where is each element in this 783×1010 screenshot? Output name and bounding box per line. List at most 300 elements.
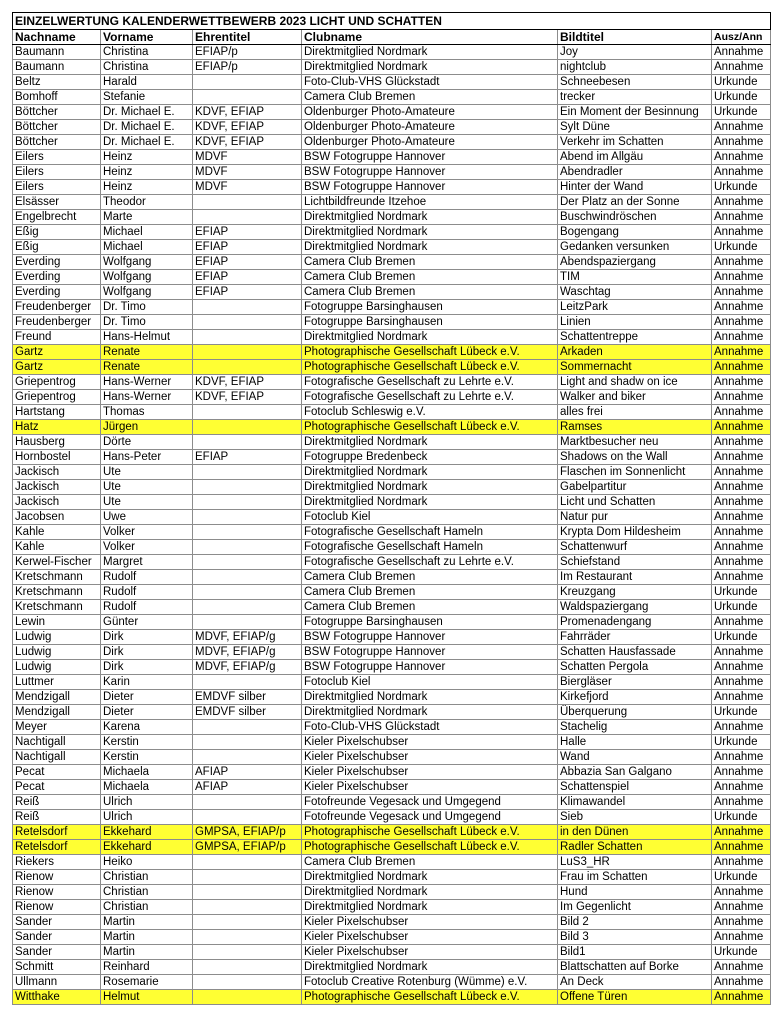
table-row [13, 180, 771, 195]
table-row [13, 900, 771, 915]
cell-vorname: Christina [101, 45, 193, 60]
cell-bildtitel: Ramses [558, 420, 712, 435]
cell-ausz-ann: Annahme [712, 120, 771, 135]
cell-bildtitel: Sylt Düne [558, 120, 712, 135]
cell-ehrentitel [193, 585, 302, 600]
cell-bildtitel: Abendspaziergang [558, 255, 712, 270]
table-row [13, 240, 771, 255]
cell-ausz-ann: Annahme [712, 60, 771, 75]
cell-clubname: Camera Club Bremen [302, 285, 558, 300]
cell-bildtitel: Kirkefjord [558, 690, 712, 705]
cell-ausz-ann: Annahme [712, 195, 771, 210]
cell-ausz-ann: Annahme [712, 135, 771, 150]
cell-ehrentitel [193, 420, 302, 435]
cell-ehrentitel [193, 945, 302, 960]
cell-clubname: Direktmitglied Nordmark [302, 705, 558, 720]
cell-bildtitel: TIM [558, 270, 712, 285]
cell-ausz-ann: Annahme [712, 315, 771, 330]
cell-nachname: Böttcher [13, 120, 101, 135]
cell-vorname: Christina [101, 60, 193, 75]
cell-bildtitel: Walker and biker [558, 390, 712, 405]
cell-vorname: Wolfgang [101, 270, 193, 285]
cell-bildtitel: Fahrräder [558, 630, 712, 645]
cell-ausz-ann: Annahme [712, 270, 771, 285]
cell-bildtitel: Biergläser [558, 675, 712, 690]
cell-clubname: Fotografische Gesellschaft zu Lehrte e.V. [302, 390, 558, 405]
cell-ehrentitel [193, 615, 302, 630]
cell-vorname: Rudolf [101, 600, 193, 615]
cell-vorname: Heinz [101, 165, 193, 180]
cell-nachname: Kahle [13, 540, 101, 555]
cell-ausz-ann: Annahme [712, 345, 771, 360]
cell-clubname: Fotofreunde Vegesack und Umgegend [302, 795, 558, 810]
table-row [13, 570, 771, 585]
cell-ausz-ann: Urkunde [712, 585, 771, 600]
cell-ehrentitel [193, 570, 302, 585]
cell-ausz-ann: Urkunde [712, 705, 771, 720]
cell-ehrentitel: EMDVF silber [193, 690, 302, 705]
cell-nachname: Freudenberger [13, 315, 101, 330]
cell-nachname: Retelsdorf [13, 840, 101, 855]
cell-clubname: Fotografische Gesellschaft zu Lehrte e.V. [302, 375, 558, 390]
cell-clubname: Camera Club Bremen [302, 855, 558, 870]
cell-clubname: Direktmitglied Nordmark [302, 870, 558, 885]
cell-vorname: Günter [101, 615, 193, 630]
table-row [13, 585, 771, 600]
cell-ausz-ann: Annahme [712, 285, 771, 300]
cell-bildtitel: Bild 2 [558, 915, 712, 930]
cell-vorname: Dr. Michael E. [101, 135, 193, 150]
cell-clubname: Camera Club Bremen [302, 585, 558, 600]
table-row [13, 990, 771, 1005]
cell-ehrentitel [193, 195, 302, 210]
cell-ehrentitel: GMPSA, EFIAP/p [193, 840, 302, 855]
cell-bildtitel: Abbazia San Galgano [558, 765, 712, 780]
cell-ausz-ann: Annahme [712, 45, 771, 60]
cell-clubname: Direktmitglied Nordmark [302, 480, 558, 495]
cell-ausz-ann: Annahme [712, 375, 771, 390]
cell-clubname: BSW Fotogruppe Hannover [302, 645, 558, 660]
cell-ausz-ann: Urkunde [712, 240, 771, 255]
cell-clubname: Foto-Club-VHS Glückstadt [302, 720, 558, 735]
column-header-ehrentitel: Ehrentitel [193, 30, 302, 45]
cell-ausz-ann: Urkunde [712, 75, 771, 90]
cell-ehrentitel [193, 975, 302, 990]
cell-nachname: Eilers [13, 165, 101, 180]
cell-ehrentitel [193, 315, 302, 330]
cell-vorname: Margret [101, 555, 193, 570]
cell-ehrentitel: MDVF, EFIAP/g [193, 630, 302, 645]
table-row [13, 165, 771, 180]
table-row [13, 330, 771, 345]
table-row [13, 870, 771, 885]
cell-vorname: Theodor [101, 195, 193, 210]
cell-clubname: Camera Club Bremen [302, 270, 558, 285]
cell-bildtitel: Hinter der Wand [558, 180, 712, 195]
table-row [13, 375, 771, 390]
cell-ehrentitel [193, 870, 302, 885]
cell-ausz-ann: Annahme [712, 765, 771, 780]
cell-nachname: Eilers [13, 180, 101, 195]
cell-ehrentitel [193, 990, 302, 1005]
table-row [13, 195, 771, 210]
table-row [13, 525, 771, 540]
cell-bildtitel: Schatten Hausfassade [558, 645, 712, 660]
table-row [13, 675, 771, 690]
cell-ausz-ann: Annahme [712, 480, 771, 495]
cell-bildtitel: Frau im Schatten [558, 870, 712, 885]
cell-clubname: Oldenburger Photo-Amateure [302, 105, 558, 120]
cell-vorname: Martin [101, 945, 193, 960]
cell-ehrentitel: MDVF, EFIAP/g [193, 660, 302, 675]
cell-clubname: Oldenburger Photo-Amateure [302, 120, 558, 135]
table-row [13, 855, 771, 870]
cell-nachname: Baumann [13, 60, 101, 75]
table-row [13, 750, 771, 765]
cell-clubname: BSW Fotogruppe Hannover [302, 660, 558, 675]
table-row [13, 960, 771, 975]
table-row [13, 615, 771, 630]
cell-ehrentitel [193, 720, 302, 735]
cell-ehrentitel [193, 345, 302, 360]
cell-nachname: Baumann [13, 45, 101, 60]
cell-vorname: Ekkehard [101, 840, 193, 855]
cell-bildtitel: Schattenwurf [558, 540, 712, 555]
cell-bildtitel: An Deck [558, 975, 712, 990]
cell-vorname: Heinz [101, 180, 193, 195]
cell-ehrentitel [193, 885, 302, 900]
table-row [13, 435, 771, 450]
cell-bildtitel: Licht und Schatten [558, 495, 712, 510]
cell-ausz-ann: Annahme [712, 795, 771, 810]
cell-bildtitel: Stachelig [558, 720, 712, 735]
cell-ausz-ann: Annahme [712, 255, 771, 270]
cell-nachname: Jackisch [13, 465, 101, 480]
cell-bildtitel: Ein Moment der Besinnung [558, 105, 712, 120]
cell-nachname: Riekers [13, 855, 101, 870]
cell-vorname: Dieter [101, 690, 193, 705]
cell-nachname: Sander [13, 945, 101, 960]
cell-bildtitel: Halle [558, 735, 712, 750]
cell-clubname: BSW Fotogruppe Hannover [302, 150, 558, 165]
cell-bildtitel: Promenadengang [558, 615, 712, 630]
cell-ehrentitel [193, 900, 302, 915]
cell-nachname: Sander [13, 915, 101, 930]
cell-ehrentitel [193, 360, 302, 375]
table-row [13, 735, 771, 750]
cell-nachname: Böttcher [13, 135, 101, 150]
table-row [13, 45, 771, 60]
cell-clubname: Fotoclub Kiel [302, 510, 558, 525]
cell-nachname: Nachtigall [13, 750, 101, 765]
cell-nachname: Reiß [13, 795, 101, 810]
cell-nachname: Bomhoff [13, 90, 101, 105]
cell-ehrentitel: KDVF, EFIAP [193, 120, 302, 135]
cell-vorname: Ekkehard [101, 825, 193, 840]
cell-clubname: Fotogruppe Bredenbeck [302, 450, 558, 465]
cell-bildtitel: Light and shadw on ice [558, 375, 712, 390]
table-row [13, 795, 771, 810]
cell-ehrentitel [193, 795, 302, 810]
cell-ehrentitel [193, 735, 302, 750]
table-row [13, 345, 771, 360]
table-row [13, 75, 771, 90]
cell-ehrentitel: KDVF, EFIAP [193, 390, 302, 405]
cell-clubname: Fotogruppe Barsinghausen [302, 300, 558, 315]
table-row [13, 210, 771, 225]
cell-nachname: Elsässer [13, 195, 101, 210]
cell-bildtitel: Abendradler [558, 165, 712, 180]
cell-bildtitel: Überquerung [558, 705, 712, 720]
cell-clubname: BSW Fotogruppe Hannover [302, 165, 558, 180]
cell-vorname: Dirk [101, 660, 193, 675]
cell-clubname: Photographische Gesellschaft Lübeck e.V. [302, 360, 558, 375]
cell-nachname: Mendzigall [13, 690, 101, 705]
column-header-ausz-ann: Ausz/Ann [712, 30, 771, 45]
cell-ausz-ann: Annahme [712, 840, 771, 855]
cell-vorname: Ulrich [101, 810, 193, 825]
cell-nachname: Luttmer [13, 675, 101, 690]
cell-bildtitel: Im Gegenlicht [558, 900, 712, 915]
cell-vorname: Ute [101, 480, 193, 495]
cell-clubname: Direktmitglied Nordmark [302, 885, 558, 900]
cell-clubname: Kieler Pixelschubser [302, 945, 558, 960]
cell-vorname: Dirk [101, 630, 193, 645]
table-row [13, 840, 771, 855]
cell-bildtitel: Im Restaurant [558, 570, 712, 585]
cell-bildtitel: Offene Türen [558, 990, 712, 1005]
cell-vorname: Kerstin [101, 750, 193, 765]
cell-ehrentitel: EFIAP [193, 270, 302, 285]
cell-ehrentitel: EFIAP [193, 255, 302, 270]
cell-ausz-ann: Urkunde [712, 90, 771, 105]
cell-ehrentitel [193, 435, 302, 450]
cell-clubname: Kieler Pixelschubser [302, 750, 558, 765]
cell-ausz-ann: Urkunde [712, 870, 771, 885]
cell-ehrentitel: AFIAP [193, 780, 302, 795]
cell-bildtitel: Sieb [558, 810, 712, 825]
cell-nachname: Kretschmann [13, 600, 101, 615]
cell-ehrentitel [193, 330, 302, 345]
cell-clubname: Kieler Pixelschubser [302, 930, 558, 945]
cell-bildtitel: Radler Schatten [558, 840, 712, 855]
cell-clubname: Photographische Gesellschaft Lübeck e.V. [302, 840, 558, 855]
cell-ausz-ann: Annahme [712, 675, 771, 690]
cell-vorname: Heinz [101, 150, 193, 165]
cell-clubname: Direktmitglied Nordmark [302, 690, 558, 705]
cell-ehrentitel [193, 750, 302, 765]
cell-ausz-ann: Annahme [712, 660, 771, 675]
cell-nachname: Rienow [13, 900, 101, 915]
table-row [13, 765, 771, 780]
cell-clubname: Direktmitglied Nordmark [302, 240, 558, 255]
cell-clubname: Fotoclub Kiel [302, 675, 558, 690]
cell-ehrentitel [193, 600, 302, 615]
cell-vorname: Renate [101, 360, 193, 375]
table-row [13, 945, 771, 960]
cell-ehrentitel [193, 480, 302, 495]
cell-bildtitel: Blattschatten auf Borke [558, 960, 712, 975]
cell-vorname: Christian [101, 900, 193, 915]
cell-clubname: Direktmitglied Nordmark [302, 495, 558, 510]
cell-nachname: Böttcher [13, 105, 101, 120]
cell-ehrentitel: MDVF, EFIAP/g [193, 645, 302, 660]
cell-ehrentitel: EFIAP [193, 285, 302, 300]
cell-nachname: Eilers [13, 150, 101, 165]
cell-ehrentitel [193, 540, 302, 555]
cell-nachname: Hornbostel [13, 450, 101, 465]
cell-nachname: Ullmann [13, 975, 101, 990]
table-row [13, 810, 771, 825]
cell-ausz-ann: Urkunde [712, 945, 771, 960]
cell-vorname: Rosemarie [101, 975, 193, 990]
table-row [13, 285, 771, 300]
cell-ehrentitel [193, 555, 302, 570]
cell-ehrentitel: MDVF [193, 165, 302, 180]
cell-nachname: Ludwig [13, 645, 101, 660]
cell-clubname: Direktmitglied Nordmark [302, 45, 558, 60]
cell-bildtitel: Kreuzgang [558, 585, 712, 600]
cell-nachname: Pecat [13, 765, 101, 780]
cell-bildtitel: Flaschen im Sonnenlicht [558, 465, 712, 480]
cell-ausz-ann: Annahme [712, 615, 771, 630]
table-row [13, 780, 771, 795]
column-header-row [13, 30, 771, 45]
cell-ehrentitel [193, 405, 302, 420]
cell-ausz-ann: Annahme [712, 540, 771, 555]
cell-ehrentitel [193, 810, 302, 825]
cell-clubname: Photographische Gesellschaft Lübeck e.V. [302, 825, 558, 840]
cell-ehrentitel: MDVF [193, 150, 302, 165]
cell-bildtitel: Schatten Pergola [558, 660, 712, 675]
cell-clubname: Camera Club Bremen [302, 570, 558, 585]
cell-ausz-ann: Annahme [712, 150, 771, 165]
column-header-clubname: Clubname [302, 30, 558, 45]
cell-nachname: Griepentrog [13, 390, 101, 405]
cell-ausz-ann: Annahme [712, 825, 771, 840]
cell-vorname: Dieter [101, 705, 193, 720]
cell-vorname: Ute [101, 495, 193, 510]
table-body [13, 45, 771, 1005]
cell-ausz-ann: Annahme [712, 990, 771, 1005]
cell-vorname: Kerstin [101, 735, 193, 750]
cell-ausz-ann: Annahme [712, 780, 771, 795]
cell-vorname: Uwe [101, 510, 193, 525]
cell-clubname: Direktmitglied Nordmark [302, 900, 558, 915]
cell-ausz-ann: Annahme [712, 555, 771, 570]
cell-clubname: Fotogruppe Barsinghausen [302, 615, 558, 630]
cell-ausz-ann: Urkunde [712, 600, 771, 615]
cell-nachname: Kretschmann [13, 570, 101, 585]
cell-ausz-ann: Annahme [712, 225, 771, 240]
cell-ehrentitel: KDVF, EFIAP [193, 135, 302, 150]
cell-ehrentitel: EFIAP/p [193, 60, 302, 75]
table-row [13, 420, 771, 435]
cell-bildtitel: Shadows on the Wall [558, 450, 712, 465]
cell-vorname: Karin [101, 675, 193, 690]
cell-vorname: Ulrich [101, 795, 193, 810]
cell-bildtitel: Klimawandel [558, 795, 712, 810]
cell-ausz-ann: Urkunde [712, 810, 771, 825]
table-row [13, 630, 771, 645]
cell-vorname: Martin [101, 915, 193, 930]
cell-vorname: Karena [101, 720, 193, 735]
cell-clubname: Direktmitglied Nordmark [302, 225, 558, 240]
cell-nachname: Everding [13, 255, 101, 270]
cell-ehrentitel [193, 510, 302, 525]
cell-ehrentitel [193, 525, 302, 540]
cell-clubname: Photographische Gesellschaft Lübeck e.V. [302, 990, 558, 1005]
cell-clubname: Camera Club Bremen [302, 90, 558, 105]
cell-ausz-ann: Urkunde [712, 105, 771, 120]
cell-clubname: BSW Fotogruppe Hannover [302, 630, 558, 645]
table-row [13, 975, 771, 990]
table-row [13, 495, 771, 510]
cell-clubname: Oldenburger Photo-Amateure [302, 135, 558, 150]
cell-ehrentitel [193, 465, 302, 480]
cell-ausz-ann: Annahme [712, 900, 771, 915]
cell-nachname: Gartz [13, 360, 101, 375]
table-row [13, 90, 771, 105]
cell-ausz-ann: Annahme [712, 975, 771, 990]
table-row [13, 225, 771, 240]
sheet-title: EINZELWERTUNG KALENDERWETTBEWERB 2023 LICHT UND SCHATTEN [13, 13, 771, 30]
cell-clubname: Kieler Pixelschubser [302, 915, 558, 930]
cell-ausz-ann: Annahme [712, 495, 771, 510]
cell-nachname: Ludwig [13, 660, 101, 675]
cell-clubname: Camera Club Bremen [302, 600, 558, 615]
cell-nachname: Hartstang [13, 405, 101, 420]
cell-bildtitel: Abend im Allgäu [558, 150, 712, 165]
cell-clubname: Fotografische Gesellschaft zu Lehrte e.V. [302, 555, 558, 570]
cell-nachname: Eßig [13, 240, 101, 255]
cell-nachname: Jacobsen [13, 510, 101, 525]
cell-bildtitel: Joy [558, 45, 712, 60]
cell-bildtitel: Hund [558, 885, 712, 900]
cell-nachname: Rienow [13, 870, 101, 885]
table-row [13, 930, 771, 945]
cell-ehrentitel: EFIAP [193, 240, 302, 255]
cell-nachname: Retelsdorf [13, 825, 101, 840]
cell-nachname: Everding [13, 285, 101, 300]
cell-clubname: Direktmitglied Nordmark [302, 960, 558, 975]
cell-vorname: Harald [101, 75, 193, 90]
table-row [13, 465, 771, 480]
cell-vorname: Dr. Timo [101, 315, 193, 330]
cell-ausz-ann: Annahme [712, 885, 771, 900]
cell-clubname: Kieler Pixelschubser [302, 735, 558, 750]
cell-nachname: Meyer [13, 720, 101, 735]
cell-nachname: Freund [13, 330, 101, 345]
cell-nachname: Lewin [13, 615, 101, 630]
cell-vorname: Wolfgang [101, 285, 193, 300]
cell-clubname: Direktmitglied Nordmark [302, 465, 558, 480]
table-row [13, 720, 771, 735]
cell-ehrentitel [193, 675, 302, 690]
cell-bildtitel: Gabelpartitur [558, 480, 712, 495]
cell-ausz-ann: Annahme [712, 360, 771, 375]
cell-bildtitel: Schneebesen [558, 75, 712, 90]
table-row [13, 105, 771, 120]
cell-ehrentitel: EFIAP [193, 225, 302, 240]
table-row [13, 885, 771, 900]
cell-ausz-ann: Annahme [712, 690, 771, 705]
cell-ehrentitel: EFIAP/p [193, 45, 302, 60]
cell-vorname: Dr. Michael E. [101, 105, 193, 120]
cell-ehrentitel [193, 960, 302, 975]
table-row [13, 510, 771, 525]
cell-ausz-ann: Annahme [712, 930, 771, 945]
